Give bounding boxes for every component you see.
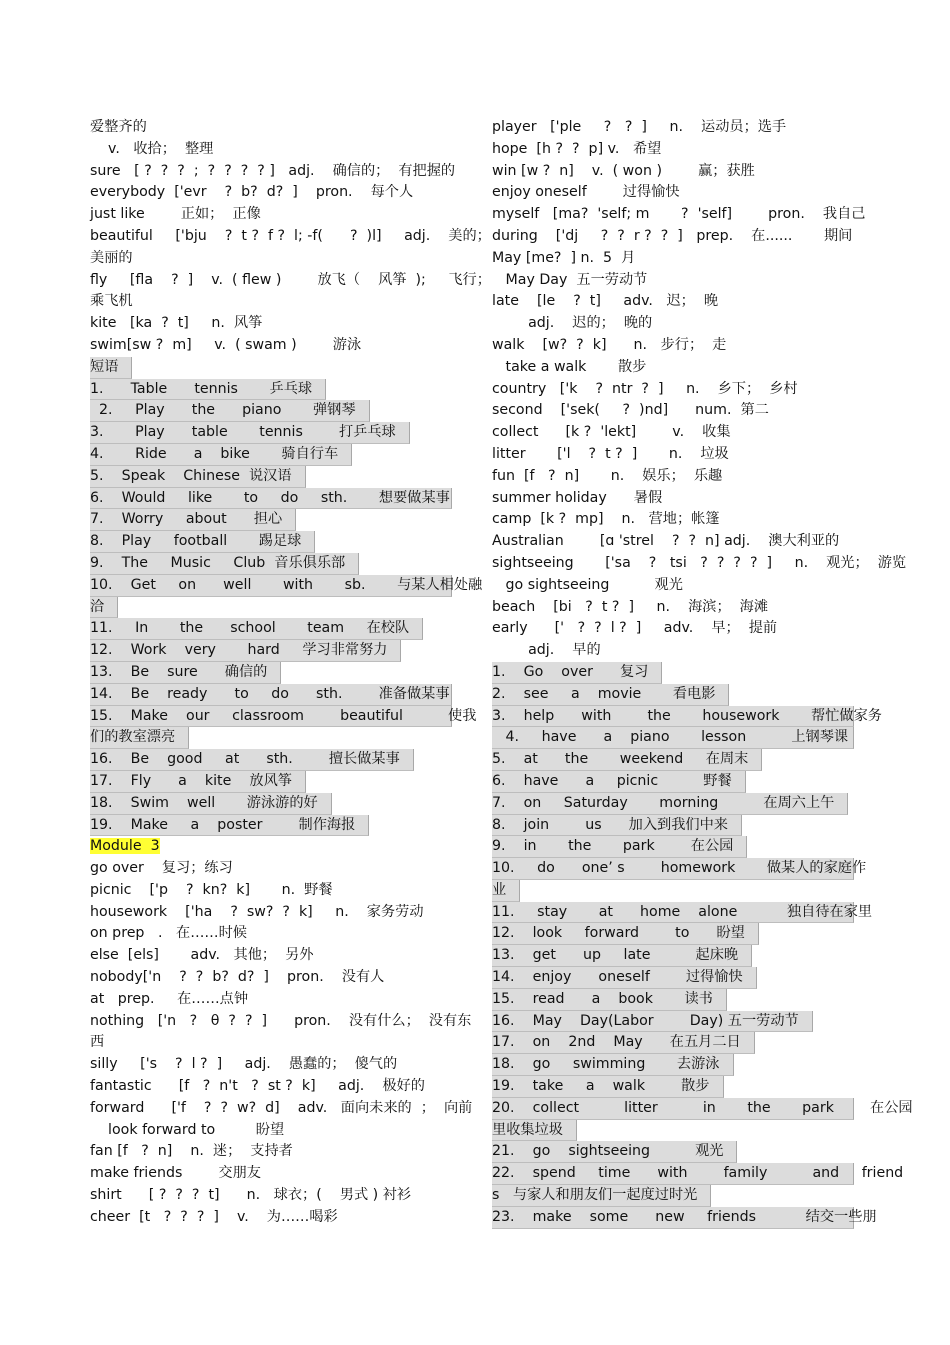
line-text: 16. May Day(Labor Day) 五一劳动节 bbox=[492, 1012, 799, 1029]
vocab-line bbox=[90, 291, 455, 313]
vocab-line bbox=[492, 117, 857, 139]
line-text: 23. make some new friends 结交一些朋 bbox=[492, 1208, 877, 1225]
line-text: 12. look forward to 盼望 bbox=[492, 925, 745, 942]
phrase-line bbox=[90, 488, 455, 510]
line-text: fantastic [f ? n't ? st ? k] adj. 极好的 bbox=[90, 1078, 425, 1095]
line-text: May Day 五一劳动节 bbox=[492, 271, 648, 288]
vocab-line bbox=[492, 509, 857, 531]
line-text: 乘飞机 bbox=[90, 293, 133, 310]
phrase-line bbox=[90, 771, 455, 793]
vocab-line bbox=[492, 444, 857, 466]
line-text: cheer [t ? ? ? ] v. 为……喝彩 bbox=[90, 1208, 338, 1225]
line-text: country ['k ? ntr ? ] n. 乡下； 乡村 bbox=[492, 380, 798, 397]
phrase-line bbox=[492, 902, 873, 924]
line-text: 3. Play table tennis 打乒乓球 bbox=[90, 424, 396, 441]
vocab-line bbox=[492, 422, 857, 444]
line-text: 21. go sightseeing 观光 bbox=[492, 1143, 724, 1160]
line-text: 7. on Saturday morning 在周六上午 bbox=[492, 794, 835, 811]
line-text: kite [ka ? t] n. 风筝 bbox=[90, 315, 263, 332]
phrase-line bbox=[90, 749, 455, 771]
phrase-line bbox=[492, 727, 857, 749]
phrase-line bbox=[492, 1076, 857, 1098]
line-text: win [w ? n] v. ( won ) 赢；获胜 bbox=[492, 162, 755, 179]
line-text: collect [k ? 'lekt] v. 收集 bbox=[492, 424, 731, 441]
vocab-line bbox=[90, 880, 455, 902]
line-text: Australian [ɑ 'strel ? ? n] adj. 澳大利亚的 bbox=[492, 533, 840, 550]
line-text: sure [ ? ? ? ; ? ? ? ? ] adj. 确信的； 有把握的 bbox=[90, 162, 456, 179]
line-text: 2. see a movie 看电影 bbox=[492, 685, 716, 702]
phrase-line bbox=[90, 444, 455, 466]
phrase-line bbox=[492, 923, 857, 945]
vocab-line bbox=[492, 618, 857, 640]
line-text: silly ['s ? l ? ] adj. 愚蠢的； 傻气的 bbox=[90, 1056, 398, 1073]
line-text: 18. go swimming 去游泳 bbox=[492, 1056, 720, 1073]
vocab-line bbox=[492, 379, 857, 401]
phrase-line bbox=[492, 1120, 857, 1142]
vocab-line bbox=[90, 945, 455, 967]
vocab-line bbox=[90, 1185, 455, 1207]
line-text: summer holiday 暑假 bbox=[492, 489, 663, 506]
phrase-line bbox=[90, 706, 477, 728]
vocab-line bbox=[90, 1011, 472, 1033]
line-text: litter ['l ? t ? ] n. 垃圾 bbox=[492, 445, 729, 462]
line-text: camp [k ? mp] n. 营地；帐篷 bbox=[492, 511, 720, 528]
phrase-line bbox=[492, 1098, 913, 1120]
line-text: 1. Go over 复习 bbox=[492, 663, 649, 680]
vocab-line bbox=[492, 335, 857, 357]
phrase-line bbox=[492, 706, 882, 728]
line-text: 爱整齐的 bbox=[90, 119, 147, 135]
vocab-line bbox=[90, 923, 455, 945]
vocab-line bbox=[90, 1054, 455, 1076]
line-text: 4. have a piano lesson 上钢琴课 bbox=[492, 729, 849, 746]
vocab-line bbox=[90, 1120, 455, 1142]
vocab-line bbox=[492, 531, 857, 553]
line-text: picnic ['p ? kn? k] n. 野餐 bbox=[90, 881, 333, 898]
vocab-line bbox=[90, 204, 455, 226]
phrase-line bbox=[90, 422, 455, 444]
line-text: take a walk 散步 bbox=[492, 358, 647, 375]
right-column bbox=[492, 117, 913, 1229]
phrase-line bbox=[492, 858, 867, 880]
phrase-line bbox=[90, 684, 455, 706]
line-text: 7. Worry about 担心 bbox=[90, 511, 283, 528]
line-text: walk [w? ? k] n. 步行； 走 bbox=[492, 336, 727, 353]
line-text: 17. on 2nd May 在五月二日 bbox=[492, 1034, 741, 1051]
line-text: beach [bi ? t ? ] n. 海滨； 海滩 bbox=[492, 598, 769, 615]
phrase-line bbox=[492, 662, 857, 684]
line-text: 10. do one’ s homework 做某人的家庭作 bbox=[492, 860, 867, 877]
vocab-line bbox=[492, 553, 907, 575]
line-text: else [els] adv. 其他； 另外 bbox=[90, 947, 314, 964]
line-text: 16. Be good at sth. 擅长做某事 bbox=[90, 751, 400, 768]
module-heading bbox=[90, 836, 455, 858]
vocab-line bbox=[90, 335, 455, 357]
vocab-line bbox=[492, 640, 857, 662]
vocab-line bbox=[492, 226, 857, 248]
line-text: 12. Work very hard 学习非常努力 bbox=[90, 642, 388, 659]
vocab-line bbox=[492, 313, 857, 335]
line-text: shirt [ ? ? ? t] n. 球衣；( 男式 ) 衬衫 bbox=[90, 1187, 412, 1204]
phrase-line bbox=[492, 771, 857, 793]
phrase-line bbox=[492, 815, 857, 837]
phrase-line bbox=[492, 989, 857, 1011]
line-text: 11. In the school team 在校队 bbox=[90, 620, 410, 637]
line-text: player ['ple ? ? ] n. 运动员；选手 bbox=[492, 119, 787, 135]
line-text: nobody['n ? ? b? d? ] pron. 没有人 bbox=[90, 969, 385, 986]
line-text: fan [f ? n] n. 迷； 支持者 bbox=[90, 1143, 293, 1160]
line-text: go over 复习；练习 bbox=[90, 860, 233, 877]
line-text: look forward to 盼望 bbox=[90, 1121, 285, 1138]
vocab-line bbox=[492, 575, 857, 597]
phrase-line bbox=[90, 597, 455, 619]
vocab-line bbox=[90, 1141, 455, 1163]
phrase-line bbox=[90, 466, 455, 488]
line-text: 17. Fly a kite 放风筝 bbox=[90, 772, 292, 789]
line-text: swim[sw ? m] v. ( swam ) 游泳 bbox=[90, 336, 362, 353]
phrase-line bbox=[492, 749, 857, 771]
vocab-line bbox=[90, 270, 491, 292]
line-text: 4. Ride a bike 骑自行车 bbox=[90, 445, 339, 462]
phrase-line bbox=[90, 575, 483, 597]
phrase-line bbox=[492, 836, 857, 858]
vocab-line bbox=[90, 1076, 455, 1098]
phrase-line bbox=[492, 684, 857, 706]
vocab-line bbox=[492, 488, 857, 510]
line-text: 14. enjoy oneself 过得愉快 bbox=[492, 969, 743, 986]
vocab-line bbox=[90, 139, 455, 161]
vocab-line bbox=[492, 248, 857, 270]
vocab-line bbox=[90, 117, 455, 139]
vocab-line bbox=[492, 161, 857, 183]
line-text: 18. Swim well 游泳游的好 bbox=[90, 794, 318, 811]
vocab-line bbox=[90, 226, 491, 248]
line-text: during ['dj ? ? r ? ? ] prep. 在...... 期间 bbox=[492, 227, 853, 244]
phrase-line bbox=[492, 1141, 857, 1163]
line-text: 里收集垃圾 bbox=[492, 1121, 563, 1138]
vocab-line bbox=[492, 400, 857, 422]
phrase-line bbox=[90, 662, 455, 684]
line-text: 2. Play the piano 弹钢琴 bbox=[90, 402, 356, 419]
line-text: 19. Make a poster 制作海报 bbox=[90, 816, 356, 833]
vocab-line bbox=[90, 182, 455, 204]
line-text: 们的教室漂亮 bbox=[90, 729, 176, 746]
line-text: enjoy oneself 过得愉快 bbox=[492, 184, 680, 201]
line-text: 5. Speak Chinese 说汉语 bbox=[90, 467, 292, 484]
line-text: make friends 交朋友 bbox=[90, 1165, 261, 1182]
line-text: adj. 早的 bbox=[492, 642, 601, 659]
line-text: 10. Get on well with sb. 与某人相处融 bbox=[90, 576, 483, 593]
line-text: 短语 bbox=[90, 358, 119, 375]
vocab-line bbox=[492, 357, 857, 379]
phrase-line bbox=[492, 1032, 857, 1054]
line-text: 9. The Music Club 音乐俱乐部 bbox=[90, 554, 346, 571]
vocab-line bbox=[90, 902, 455, 924]
line-text: nothing ['n ? θ ? ? ] pron. 没有什么； 没有东 bbox=[90, 1012, 472, 1029]
line-text: 15. read a book 读书 bbox=[492, 990, 713, 1007]
vocab-line bbox=[90, 313, 455, 335]
line-text: 13. Be sure 确信的 bbox=[90, 663, 268, 680]
line-text: on prep . 在……时候 bbox=[90, 925, 247, 942]
line-text: just like 正如； 正像 bbox=[90, 206, 261, 223]
line-text: s 与家人和朋友们一起度过时光 bbox=[492, 1187, 698, 1204]
vocab-line bbox=[492, 270, 857, 292]
line-text: beautiful ['bju ? t ? f ? l; -f( ? )l] adj. 美的； bbox=[90, 227, 491, 244]
line-text: 20. collect litter in the park 在公园 bbox=[492, 1099, 913, 1116]
vocab-line bbox=[90, 1098, 473, 1120]
phrase-line bbox=[492, 880, 857, 902]
line-text: fun [f ? n] n. 娱乐； 乐趣 bbox=[492, 467, 723, 484]
vocab-line bbox=[492, 466, 857, 488]
line-text: 5. at the weekend 在周末 bbox=[492, 751, 749, 768]
phrase-line bbox=[492, 967, 857, 989]
line-text: 9. in the park 在公园 bbox=[492, 838, 734, 855]
phrase-line bbox=[90, 618, 455, 640]
vocab-line bbox=[90, 1207, 455, 1229]
phrase-line bbox=[90, 357, 455, 379]
line-text: 22. spend time with family and friend bbox=[492, 1165, 904, 1182]
vocab-line bbox=[90, 967, 455, 989]
line-text: 美丽的 bbox=[90, 249, 133, 266]
line-text: 8. join us 加入到我们中来 bbox=[492, 816, 728, 833]
line-text: go sightseeing 观光 bbox=[492, 576, 683, 593]
phrase-line bbox=[90, 553, 455, 575]
line-text: 14. Be ready to do sth. 准备做某事 bbox=[90, 685, 450, 702]
line-text: 业 bbox=[492, 881, 507, 898]
phrase-line bbox=[492, 945, 857, 967]
vocab-line bbox=[492, 291, 857, 313]
vocab-line bbox=[492, 139, 857, 161]
line-text: housework ['ha ? sw? ? k] n. 家务劳动 bbox=[90, 903, 424, 920]
phrase-line bbox=[90, 400, 455, 422]
phrase-line bbox=[492, 1054, 857, 1076]
line-text: 西 bbox=[90, 1034, 105, 1051]
line-text: 洽 bbox=[90, 598, 105, 615]
line-text: early [' ? ? l ? ] adv. 早； 提前 bbox=[492, 620, 778, 637]
line-text: 19. take a walk 散步 bbox=[492, 1078, 710, 1095]
line-text: myself [ma? 'self; m ? 'self] pron. 我自己 bbox=[492, 206, 866, 223]
line-text: fly [fla ? ] v. ( flew ) 放飞（ 风筝 ); 飞行； bbox=[90, 271, 491, 288]
phrase-line bbox=[90, 727, 455, 749]
line-text: second ['sek( ? )nd] num. 第二 bbox=[492, 402, 769, 419]
vocab-line bbox=[90, 161, 455, 183]
phrase-line bbox=[90, 640, 455, 662]
vocab-line bbox=[90, 248, 455, 270]
line-text: late [le ? t] adv. 迟； 晚 bbox=[492, 293, 719, 310]
line-text: 13. get up late 起床晚 bbox=[492, 947, 739, 964]
line-text: 1. Table tennis 乒乓球 bbox=[90, 380, 313, 397]
phrase-line bbox=[492, 1163, 904, 1185]
line-text: 8. Play football 踢足球 bbox=[90, 533, 302, 550]
vocab-line bbox=[90, 989, 455, 1011]
phrase-line bbox=[492, 1207, 877, 1229]
line-text: everybody ['evr ? b? d? ] pron. 每个人 bbox=[90, 184, 414, 201]
line-text: hope [h ? ? p] v. 希望 bbox=[492, 140, 662, 157]
line-text: at prep. 在……点钟 bbox=[90, 990, 249, 1007]
vocab-line bbox=[492, 182, 857, 204]
vocab-line bbox=[492, 597, 857, 619]
line-text: sightseeing ['sa ? tsi ? ? ? ? ] n. 观光； 游览 bbox=[492, 554, 907, 571]
vocab-line bbox=[90, 1163, 455, 1185]
line-text: forward ['f ? ? w? d] adv. 面向未来的 ； 向前 bbox=[90, 1099, 473, 1116]
vocab-line bbox=[492, 204, 866, 226]
line-text: May [me? ] n. 5 月 bbox=[492, 249, 636, 266]
phrase-line bbox=[492, 1011, 857, 1033]
line-text: 15. Make our classroom beautiful 使我 bbox=[90, 707, 477, 724]
phrase-line bbox=[90, 509, 455, 531]
phrase-line bbox=[90, 531, 455, 553]
phrase-line bbox=[90, 793, 455, 815]
vocab-line bbox=[90, 1032, 455, 1054]
phrase-line bbox=[492, 1185, 857, 1207]
line-text: 6. Would like to do sth. 想要做某事 bbox=[90, 489, 450, 506]
line-text: adj. 迟的； 晚的 bbox=[492, 315, 653, 332]
line-text: 3. help with the housework 帮忙做家务 bbox=[492, 707, 882, 724]
left-column bbox=[90, 117, 491, 1229]
line-text: 6. have a picnic 野餐 bbox=[492, 772, 732, 789]
phrase-line bbox=[90, 815, 455, 837]
line-text: v. 收拾； 整理 bbox=[90, 140, 214, 157]
phrase-line bbox=[492, 793, 857, 815]
line-text: 11. stay at home alone 独自待在家里 bbox=[492, 903, 873, 920]
vocab-line bbox=[90, 858, 455, 880]
phrase-line bbox=[90, 379, 455, 401]
line-text: Module 3 bbox=[90, 838, 160, 855]
